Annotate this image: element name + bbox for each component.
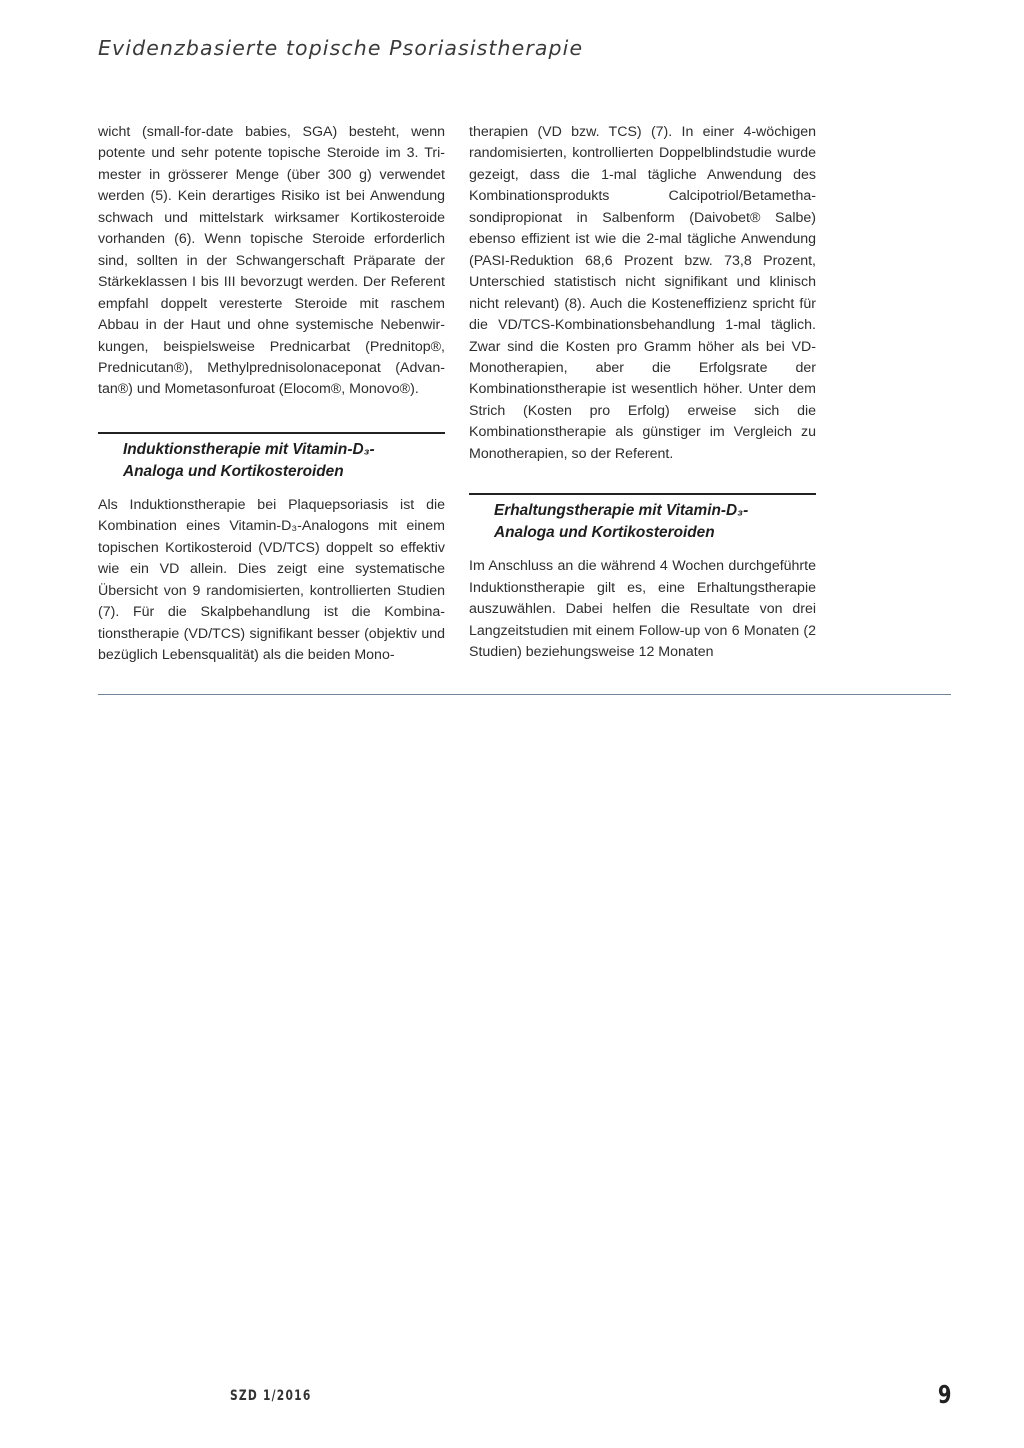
page-number: 9 (937, 1380, 951, 1409)
heading-line: Analoga und Kortikosteroiden (494, 524, 715, 542)
right-column (469, 122, 816, 664)
heading-line: Analoga und Kortikosteroiden (123, 462, 344, 480)
section-heading (98, 432, 445, 483)
body-paragraph: Als Induktionstherapie bei Plaquepsoriasis ist die Kombination eines Vitamin-D₃-Analogons mit einem topischen Kortikosteroid (VD/TCS) doppelt so effektiv wie ein VD allein. Dies zeigt eine systematische Übersicht von 9 randomisierten, kontrollierten Studien (7). Für die Skalpbehandlung ist die Kombinationstherapie (VD/TCS) signifikant besser (objektiv und bezüglich Lebensqualität) als die beiden Mono- (98, 496, 445, 664)
body-paragraph: Im Anschluss an die während 4 Wochen durchgeführte Induktionstherapie gilt es, eine Erhaltungstherapie auszuwählen. Dabei helfen die Resultate von drei Langzeitstudien mit einem Follow-up von 6 Monaten (2 Studien) beziehungsweise 12 Monaten (469, 558, 816, 661)
heading-line: Induktionstherapie mit Vitamin-D₃- (123, 440, 375, 458)
body-paragraph: therapien (VD bzw. TCS) (7). In einer 4-wöchigen randomisierten, kontrollierten Doppelblindstudie wurde gezeigt, dass die 1-mal tägliche Anwendung des Kombinationsprodukts Calcipotriol/Betamethasondipropionat in Salbenform (Daivobet® Salbe) ebenso effizient ist wie die 2-mal tägliche Anwendung (PASI-Reduktion 68,6 Prozent bzw. 73,8 Prozent, Unterschied statistisch nicht signifikant und klinisch nicht relevant) (8). Auch die Kosteneffizienz spricht für die VD/TCS-Kombinationsbehandlung 1-mal täglich. Zwar sind die Kosten pro Gramm höher als bei VD-Monotherapien, aber die Erfolgsrate der Kombinationstherapie ist wesentlich höher. Unter dem Strich (Kosten pro Erfolg) erweise sich die Kombinationstherapie als günstiger im Vergleich zu Monotherapien, so der Referent. (469, 124, 816, 462)
running-head: Evidenzbasierte topische Psoriasistherapie (98, 36, 584, 60)
content-divider (98, 694, 951, 695)
section-heading-text (494, 500, 816, 544)
section-heading (469, 493, 816, 544)
journal-issue: SZD 1/2016 (230, 1388, 312, 1404)
section-heading-text (123, 439, 445, 483)
heading-line: Erhaltungstherapie mit Vitamin-D₃- (494, 502, 749, 520)
left-column (98, 122, 445, 667)
body-paragraph: wicht (small-for-date babies, SGA) besteht, wenn potente und sehr potente topische Steroide im 3. Trimester in grösserer Menge (über 300 g) verwendet werden (5). Kein derartiges Risiko ist bei Anwendung schwach und mittelstark wirksamer Kortikosteroide vorhanden (6). Wenn topische Steroide erforderlich sind, sollten in der Schwangerschaft Präparate der Stärkeklassen I bis III bevorzugt werden. Der Referent empfahl doppelt veresterte Steroide mit raschem Abbau in der Haut und ohne systemische Nebenwirkungen, beispielsweise Prednicarbat (Prednitop®, Prednicutan®), Methylprednisolonaceponat (Advantan®) und Mometasonfuroat (Elocom®, Monovo®). (98, 124, 445, 398)
